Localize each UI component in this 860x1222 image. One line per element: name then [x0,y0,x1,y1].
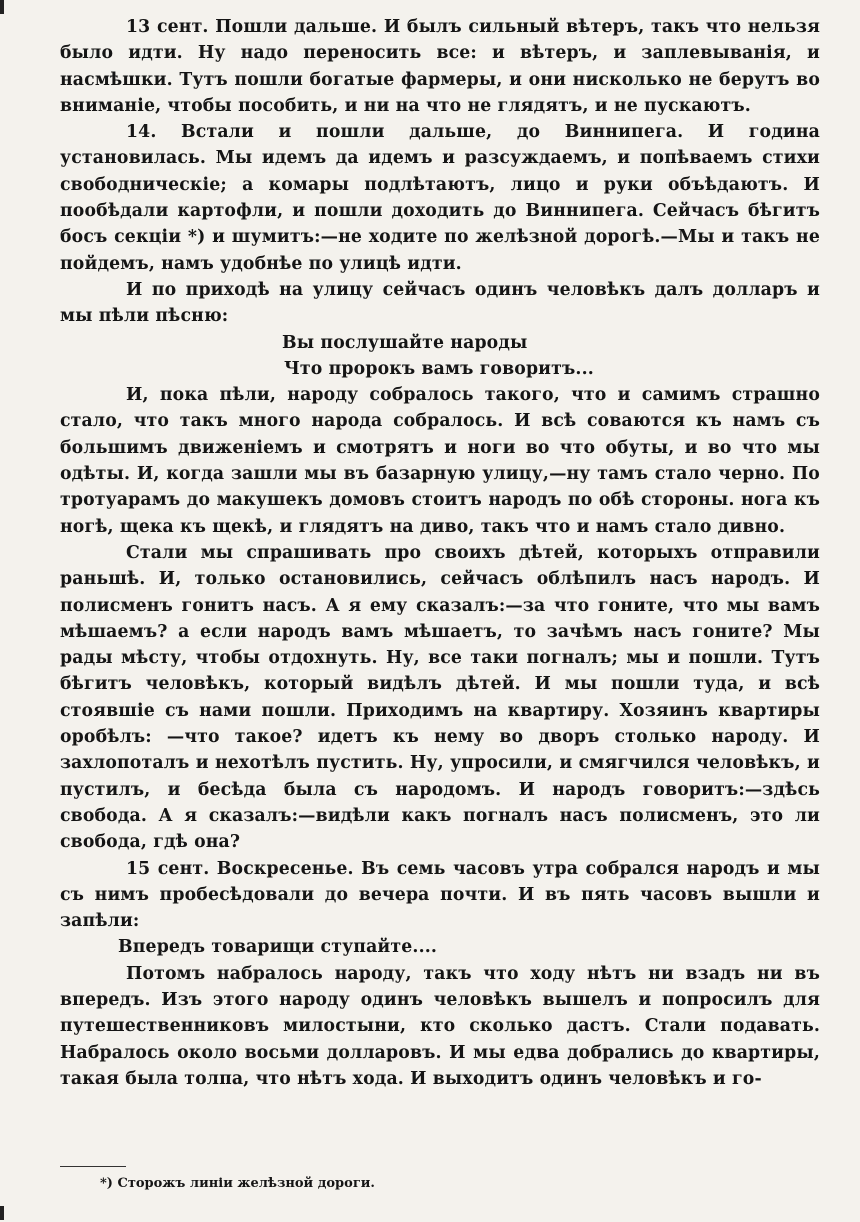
song-line: Впередъ товарищи ступайте.... [118,937,438,958]
verse-line-1: Вы послушайте народы [282,332,528,353]
body-text [60,14,820,1092]
paragraph-collection: Потомъ набралось народу, такъ что ходу нѣтъ ни взадъ ни въ впередъ. Изъ этого народу одинъ человѣкъ вышелъ и попросилъ для путешественниковъ милостыни, кто сколько дастъ. Стали подавать. Набралось около восьми долларовъ. И мы едва добрались до квартиры, такая была толпа, что нѣтъ хода. И выходитъ одинъ человѣкъ и го- [60,963,820,1089]
paragraph-sept-13: 13 сент. Пошли дальше. И былъ сильный вѣтеръ, такъ что нельзя было идти. Ну надо переносить все: и вѣтеръ, и заплевыванія, и насмѣшки. Тутъ пошли богатые фармеры, и они нисколько не берутъ во вниманіе, чтобы пособить, и ни на что не глядятъ, и не пускаютъ. [60,17,820,116]
paragraph-dollar: И по приходѣ на улицу сейчасъ одинъ человѣкъ далъ долларъ и мы пѣли пѣсню: [60,279,820,327]
paragraph-crowd: И, пока пѣли, народу собралось такого, что и самимъ страшно стало, что такъ много народа собралось. И всѣ совaются къ намъ съ большимъ движеніемъ и смотрятъ и ноги во что обуты, и во что мы одѣты. И, когда зашли мы въ базарную улицу,—ну тамъ стало черно. По тротуарамъ до макушекъ домовъ стоитъ народъ по обѣ стороны. нога къ ногѣ, щека къ щекѣ, и глядятъ на диво, такъ что и намъ стало дивно. [60,385,820,537]
footnote-divider [60,1166,126,1167]
paragraph-children: Стали мы спрашивать про своихъ дѣтей, которыхъ отправили раньшѣ. И, только остановились, сейчасъ облѣпилъ насъ народъ. И полисменъ гонитъ насъ. А я ему сказалъ:—за что гоните, что мы вамъ мѣшаемъ? а если народъ вамъ мѣшаетъ, то зачѣмъ насъ гоните? Мы рады мѣсту, чтобы отдохнуть. Ну, все таки погналъ; мы и пошли. Тутъ бѣгитъ человѣкъ, который видѣлъ дѣтей. И мы пошли туда, и всѣ стоявшіе съ нами пошли. Приходимъ на квартиру. Хозяинъ квартиры оробѣлъ: —что такое? идетъ къ нему во дворъ столько народу. И захлопоталъ и нехотѣлъ пустить. Ну, упросили, и смягчился человѣкъ, и пустилъ, и бесѣда была съ народомъ. И народъ говоритъ:—здѣсь свобода. А я сказалъ:—видѣли какъ погналъ насъ полисменъ, это ли свобода, гдѣ она? [60,542,820,853]
footnote: *) Сторожъ линіи желѣзной дороги. [100,1176,375,1191]
scan-edge-mark [0,0,4,14]
scan-edge-mark [0,1206,4,1220]
paragraph-sept-15: 15 сент. Воскресенье. Въ семь часовъ утра собрался народъ и мы съ нимъ пробесѣдовали до вечера почти. И въ пять часовъ вышли и запѣли: [60,858,820,932]
verse-line-2: Что пророкъ вамъ говоритъ... [284,358,594,379]
paragraph-sept-14: 14. Встали и пошли дальше, до Виннипега. И година установилась. Мы идемъ да идемъ и разсуждаемъ, и попѣваемъ стихи свободническіе; а комары подлѣтаютъ, лицо и руки объѣдаютъ. И пообѣдали картофли, и пошли доходить до Виннипега. Сейчасъ бѣгитъ босъ секціи *) и шумитъ:—не ходите по желѣзной дорогѣ.—Мы и такъ не пойдемъ, намъ удобнѣе по улицѣ идти. [60,122,820,274]
